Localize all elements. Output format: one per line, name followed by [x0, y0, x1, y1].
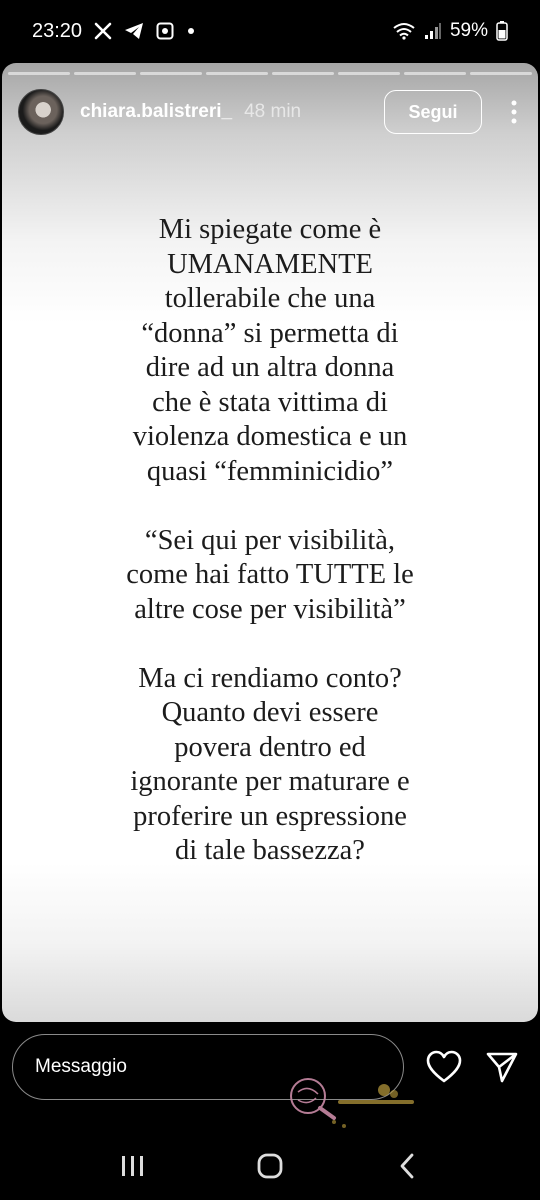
story-text-line: Ma ci rendiamo conto? — [138, 662, 402, 694]
username[interactable]: chiara.balistreri_ — [80, 101, 233, 122]
story-text-line: che è stata vittima di — [152, 386, 388, 418]
story-text — [2, 213, 538, 903]
heart-icon — [426, 1050, 462, 1084]
story-text-line: UMANAMENTE — [167, 248, 373, 280]
progress-segment — [470, 72, 532, 75]
recent-apps-icon — [120, 1154, 146, 1178]
progress-segment — [140, 72, 202, 75]
status-bar — [0, 0, 540, 62]
app-icon — [156, 22, 174, 40]
home-icon — [256, 1152, 284, 1180]
post-time: 48 min — [244, 101, 302, 122]
back-icon — [397, 1152, 417, 1180]
progress-segment — [8, 72, 70, 75]
back-button[interactable] — [377, 1136, 437, 1196]
story-paragraph — [2, 524, 538, 628]
status-left — [32, 20, 196, 43]
story-text-line: “Sei qui per visibilità, — [144, 524, 396, 556]
like-button[interactable] — [424, 1048, 464, 1088]
home-button[interactable] — [240, 1136, 300, 1196]
battery-icon — [496, 21, 508, 41]
share-button[interactable] — [482, 1048, 522, 1088]
story-paragraph — [2, 213, 538, 489]
progress-segment — [338, 72, 400, 75]
status-time: 23:20 — [32, 19, 83, 42]
story-text-line: Quanto devi essere — [161, 697, 379, 728]
battery-percent: 59% — [449, 20, 488, 41]
story-text-line: altre cose per visibilità” — [134, 593, 406, 625]
progress-segment — [74, 72, 136, 75]
story-text-line: ignorante per maturare e — [130, 766, 410, 797]
watermark-logo — [274, 1074, 424, 1130]
story-text-line: violenza domestica e un — [132, 421, 408, 452]
story-text-line: quasi “femminicidio” — [146, 455, 394, 487]
story-text-line: povera dentro ed — [174, 731, 366, 763]
more-options-icon[interactable] — [502, 90, 526, 134]
story-text-line: dire ad un altra donna — [145, 352, 395, 383]
status-right — [392, 20, 508, 42]
story-text-line: Mi spiegate come è — [158, 214, 382, 245]
story-text-line: tollerabile che una — [164, 283, 376, 314]
recent-apps-button[interactable] — [103, 1136, 163, 1196]
story-header — [18, 89, 526, 135]
progress-segment — [206, 72, 268, 75]
story-paragraph — [2, 662, 538, 869]
telegram-icon — [124, 22, 144, 40]
story-progress — [8, 72, 532, 76]
dot-icon — [186, 26, 196, 36]
x-icon — [94, 22, 112, 40]
story-text-line: proferire un espressione — [133, 800, 407, 832]
story-text-line: di tale bassezza? — [175, 835, 365, 866]
story-text-line: come hai fatto TUTTE le — [126, 559, 414, 590]
navigation-bar — [0, 1132, 540, 1200]
signal-icon — [424, 22, 442, 40]
progress-segment — [404, 72, 466, 75]
story-card[interactable] — [2, 63, 538, 1022]
wifi-icon — [392, 22, 416, 40]
avatar[interactable] — [18, 89, 64, 135]
follow-button[interactable]: Segui — [384, 90, 482, 134]
send-icon — [485, 1050, 519, 1084]
story-text-line: “donna” si permetta di — [141, 317, 399, 349]
progress-segment — [272, 72, 334, 75]
